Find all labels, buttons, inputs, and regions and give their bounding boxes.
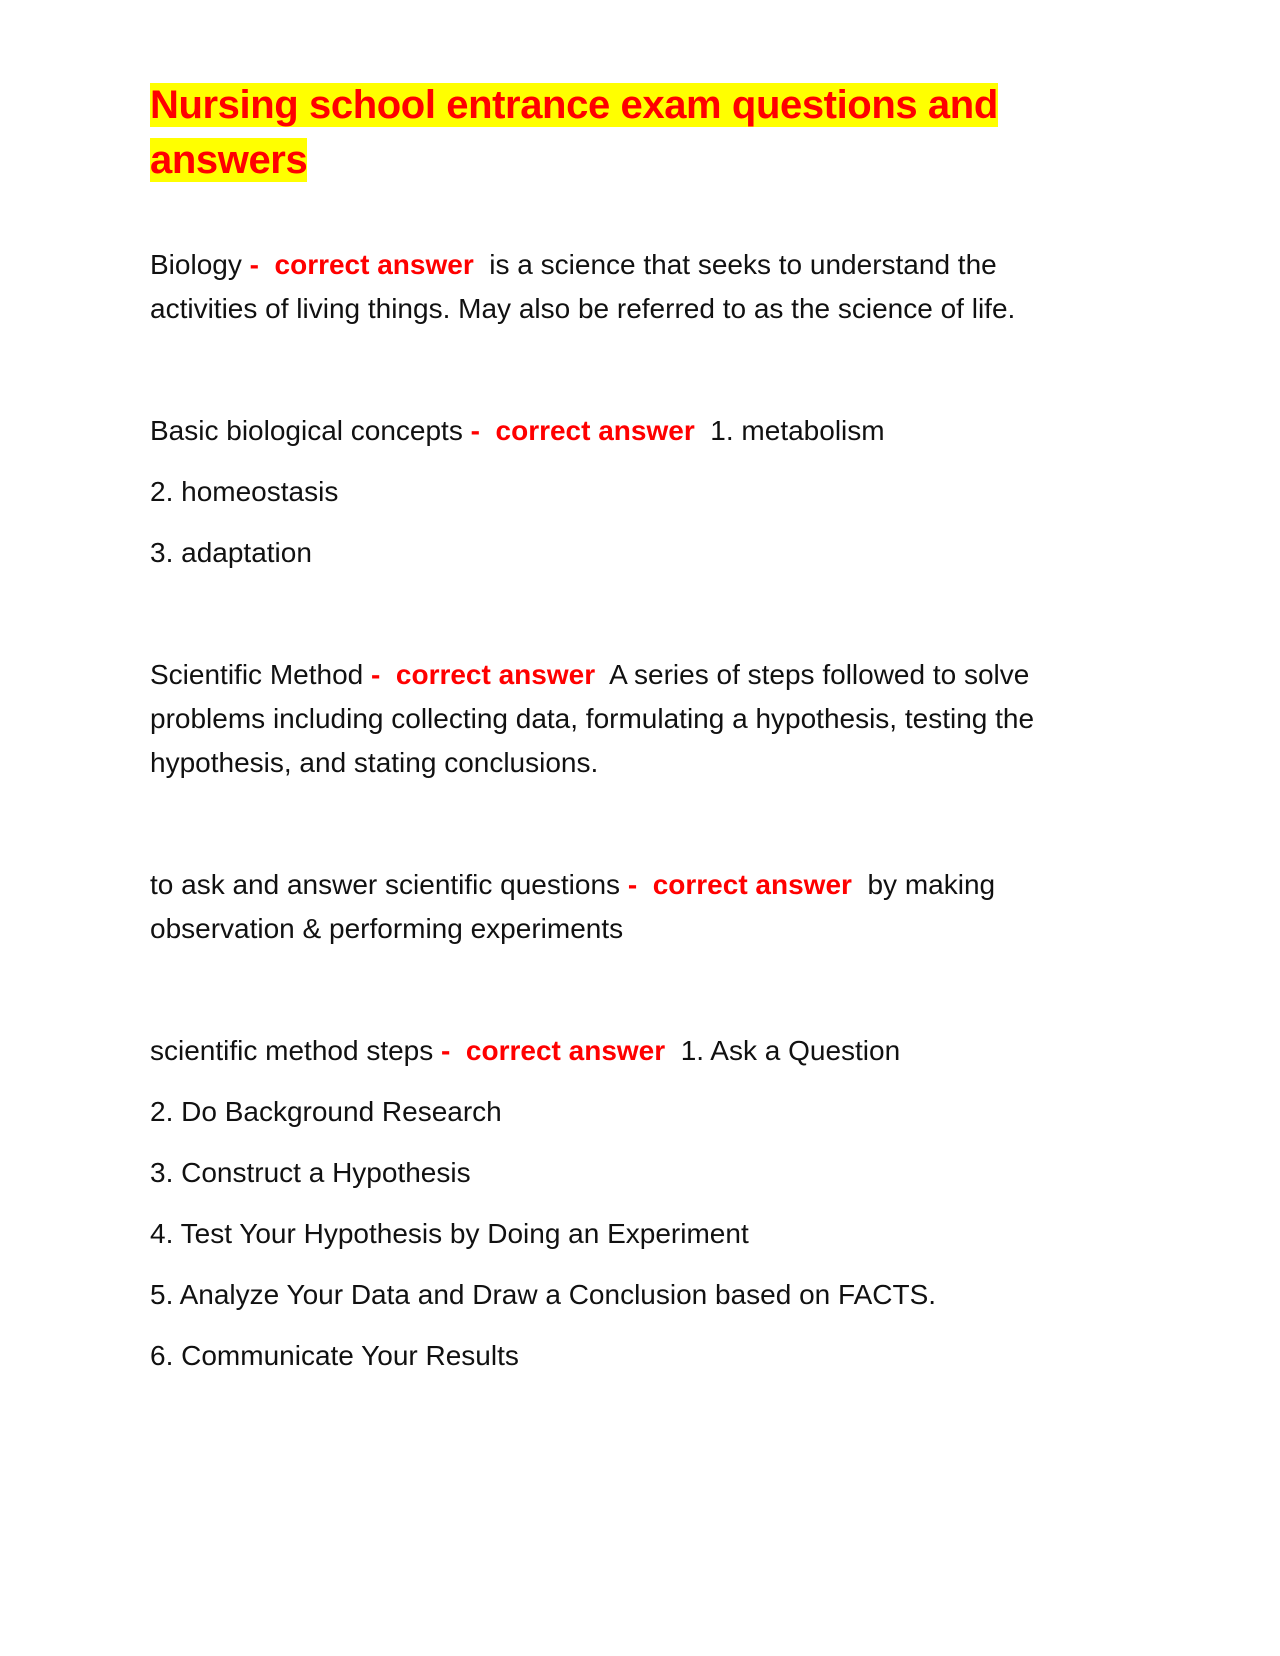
qa-separator: - — [470, 415, 480, 446]
correct-answer-label: correct answer — [652, 869, 852, 900]
qa-entry-basic-concepts — [150, 409, 1150, 575]
qa-answer-continuation: observation & performing experiments — [150, 913, 624, 944]
title-line-1: Nursing school entrance exam questions and — [150, 83, 998, 127]
qa-separator: - — [627, 869, 638, 900]
qa-separator: - — [441, 1035, 451, 1066]
qa-answer-text: 1. Ask a Question — [680, 1035, 901, 1066]
list-item: 3. adaptation — [150, 537, 312, 568]
title-line-2: answers — [150, 138, 308, 182]
qa-answer-text: A series of steps followed to solve — [609, 659, 1030, 690]
qa-answer-continuation: activities of living things. May also be referred to as the science of life. — [150, 293, 1016, 324]
qa-line — [150, 1029, 1150, 1073]
list-item: 3. Construct a Hypothesis — [150, 1157, 471, 1188]
qa-entry-method-steps — [150, 1029, 1150, 1378]
correct-answer-label: correct answer — [465, 1035, 666, 1066]
qa-separator: - — [371, 659, 381, 690]
qa-term: to ask and answer scientific questions — [150, 869, 621, 900]
list-item: 2. Do Background Research — [150, 1096, 502, 1127]
qa-term: Biology — [150, 249, 242, 280]
qa-term: scientific method steps — [150, 1035, 434, 1066]
qa-entry-ask-answer — [150, 863, 1150, 951]
qa-answer-continuation: problems including collecting data, formulating a hypothesis, testing the — [150, 703, 1035, 734]
qa-term: Basic biological concepts — [150, 415, 463, 446]
correct-answer-label: correct answer — [495, 415, 695, 446]
qa-entry-scientific-method — [150, 653, 1150, 785]
qa-line — [150, 243, 1150, 287]
qa-answer-text: is a science that seeks to understand the — [489, 249, 997, 280]
document-title — [150, 78, 1150, 188]
list-item: 5. Analyze Your Data and Draw a Conclusion based on FACTS. — [150, 1279, 937, 1310]
qa-term: Scientific Method — [150, 659, 364, 690]
correct-answer-label: correct answer — [395, 659, 596, 690]
qa-line — [150, 863, 1150, 907]
list-item: 6. Communicate Your Results — [150, 1340, 519, 1371]
qa-answer-text: 1. metabolism — [710, 415, 885, 446]
correct-answer-label: correct answer — [274, 249, 474, 280]
list-item: 2. homeostasis — [150, 476, 339, 507]
list-item: 4. Test Your Hypothesis by Doing an Experiment — [150, 1218, 749, 1249]
document-page — [150, 78, 1150, 1378]
qa-answer-text: by making — [867, 869, 996, 900]
qa-entry-biology — [150, 243, 1150, 331]
qa-answer-continuation: hypothesis, and stating conclusions. — [150, 747, 599, 778]
qa-separator: - — [249, 249, 259, 280]
qa-line — [150, 409, 1150, 453]
qa-line — [150, 653, 1150, 697]
